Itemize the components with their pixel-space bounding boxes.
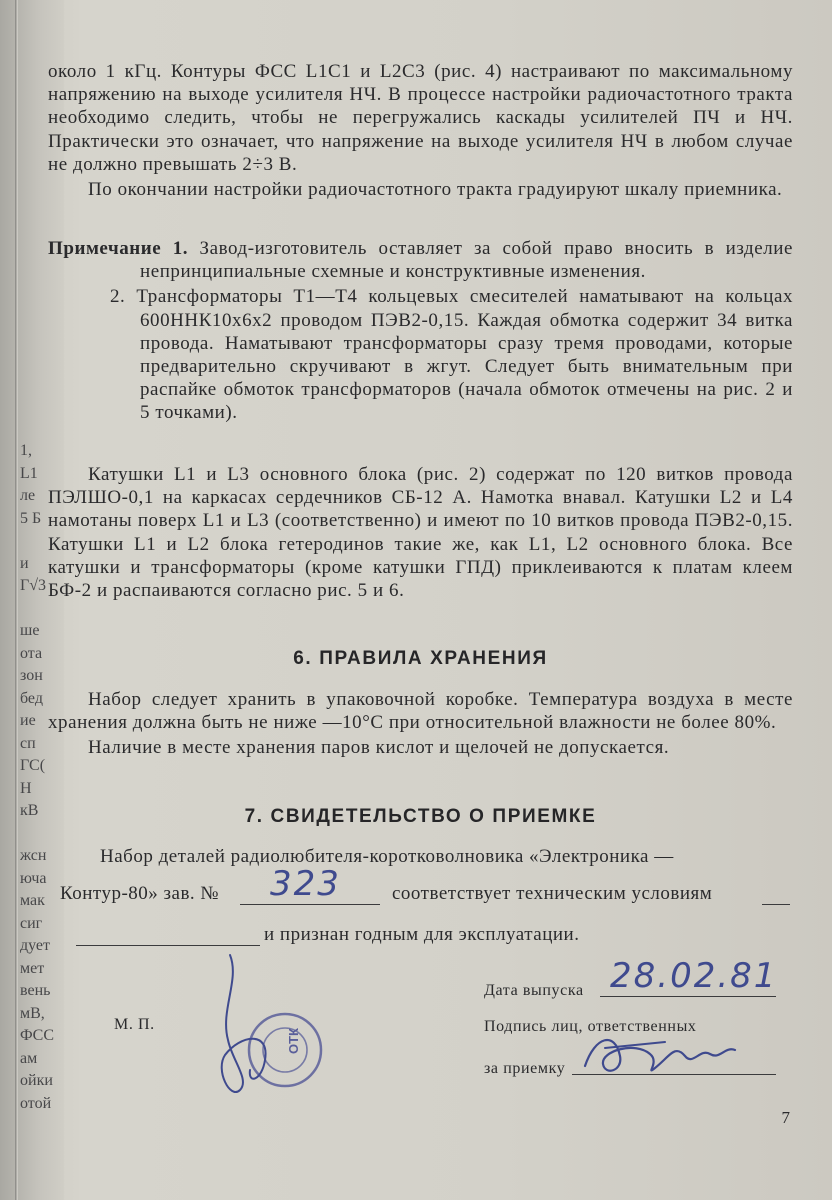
section-7-title: 7. СВИДЕТЕЛЬСТВО О ПРИЕМКЕ [244, 806, 597, 827]
release-date-underline [600, 996, 776, 997]
bleed-fragment: жсн [20, 847, 47, 864]
bleed-fragment: дует [20, 937, 51, 954]
stamp-label: ОТК [286, 1028, 301, 1054]
bleed-fragment: ота [20, 644, 43, 662]
bleed-fragment: бед [20, 689, 43, 707]
serial-number: 323 [270, 864, 341, 904]
serial-underline [240, 904, 380, 905]
bleed-fragment: юча [20, 869, 47, 887]
bleed-fragment: Г√3 [20, 577, 47, 594]
notes [48, 237, 793, 425]
bleed-fragment: ойки [20, 1072, 53, 1089]
bleed-fragment: мак [20, 892, 45, 909]
page-number: 7 [781, 1108, 790, 1127]
bleed-fragment: ле [20, 487, 36, 504]
bleed-fragment: сиг [20, 914, 43, 932]
certificate-line-2-suffix: соответствует техническим условиям [392, 883, 713, 904]
bleed-fragment: сп [20, 734, 36, 752]
body-text-coils [48, 463, 793, 602]
bleed-fragment: Н [20, 779, 32, 797]
paragraph-tuning: около 1 кГц. Контуры ФСС L1C1 и L2C3 (рис. 4) настраивают по максимальному напряжению на выходе усилителя НЧ. В процессе настройки радиочастотного тракта необходимо следить, чтобы не перегружались каскады усилителей ПЧ и НЧ. Практически это означает, что напряжение на выходе усилителя НЧ в любом случае не должно превышать 2÷3 В. [48, 61, 793, 175]
section-6-body [48, 688, 793, 760]
otk-stamp [200, 950, 340, 1110]
note-label: Примечание 1. [48, 238, 189, 259]
paragraph-scale: По окончании настройки радиочастотного тракта градуируют шкалу приемника. [88, 179, 783, 201]
conditions-underline-2 [76, 945, 260, 946]
page-fold [15, 0, 18, 1200]
storage-paragraph-2: Наличие в месте хранения паров кислот и щелочей не допускается. [88, 737, 670, 759]
signature-label-2: за приемку [484, 1060, 566, 1077]
note-1-text: Завод-изготовитель оставляет за собой право вносить в изделие непринципиальные схемные и конструктивные изменения. [140, 238, 793, 283]
bleed-fragment: ше [20, 622, 40, 639]
bleed-fragment: ие [20, 712, 36, 729]
stamp-place-label: М. П. [114, 1016, 155, 1033]
section-6-title: 6. ПРАВИЛА ХРАНЕНИЯ [293, 648, 548, 669]
bleed-fragment: вень [20, 982, 51, 999]
bleed-fragment: отой [20, 1094, 52, 1112]
release-date-label: Дата выпуска [484, 982, 584, 999]
bleed-fragment: кВ [20, 802, 39, 819]
bleed-fragment: 5 Б [20, 509, 42, 527]
bleed-fragment: ам [20, 1049, 38, 1067]
bleed-fragment: ГС( [20, 757, 46, 774]
bleed-fragment: ФСС [20, 1027, 54, 1044]
body-text [48, 60, 793, 201]
conditions-underline [762, 904, 790, 905]
note-2: 2. Трансформаторы Т1—Т4 кольцевых смесителей наматывают на кольцах 600ННК10х6х2 проводом ПЭВ2-0,15. Каждая обмотка содержит 34 витка провода. Наматывают трансформаторы сразу тремя проводами, которые предварительно скручивают в жгут. Следует быть внимательным при распайке обмоток трансформаторов (начала обмоток отмечены на рис. 2 и 5 точками). [110, 286, 793, 424]
bleed-fragment: L1 [20, 464, 38, 482]
storage-paragraph-1: Набор следует хранить в упаковочной коробке. Температура воздуха в месте хранения должна быть не ниже —10°С при относительной влажности не более 80%. [48, 689, 793, 734]
bleed-fragment: и [20, 554, 29, 572]
bleed-fragment: мет [20, 959, 45, 977]
certificate-line-2-prefix: Контур-80» зав. № [60, 883, 220, 904]
certificate-line-3: и признан годным для эксплуатации. [264, 924, 580, 945]
bleed-fragment: зон [20, 667, 43, 684]
certificate-line-1: Набор деталей радиолюбителя-коротковолновика «Электроника — [100, 846, 674, 867]
note-1 [48, 237, 793, 283]
signature-label-1: Подпись лиц, ответственных [484, 1018, 697, 1035]
bleed-fragment: 1, [20, 442, 32, 459]
signature-drawing [575, 1026, 755, 1086]
bleed-fragment: мВ, [20, 1004, 45, 1022]
release-date-value: 28.02.81 [610, 956, 778, 996]
paragraph-coils: Катушки L1 и L3 основного блока (рис. 2) содержат по 120 витков провода ПЭЛШО-0,1 на каркасах сердечников СБ-12 А. Намотка внавал. Катушки L2 и L4 намотаны поверх L1 и L3 (соответственно) и имеют по 10 витков провода ПЭВ2-0,15. Катушки L1 и L2 блока гетеродинов такие же, как L1, L2 основного блока. Все катушки и трансформаторы (кроме катушки ГПД) приклеиваются к платам клеем БФ-2 и распаиваются согласно рис. 5 и 6. [48, 464, 793, 602]
